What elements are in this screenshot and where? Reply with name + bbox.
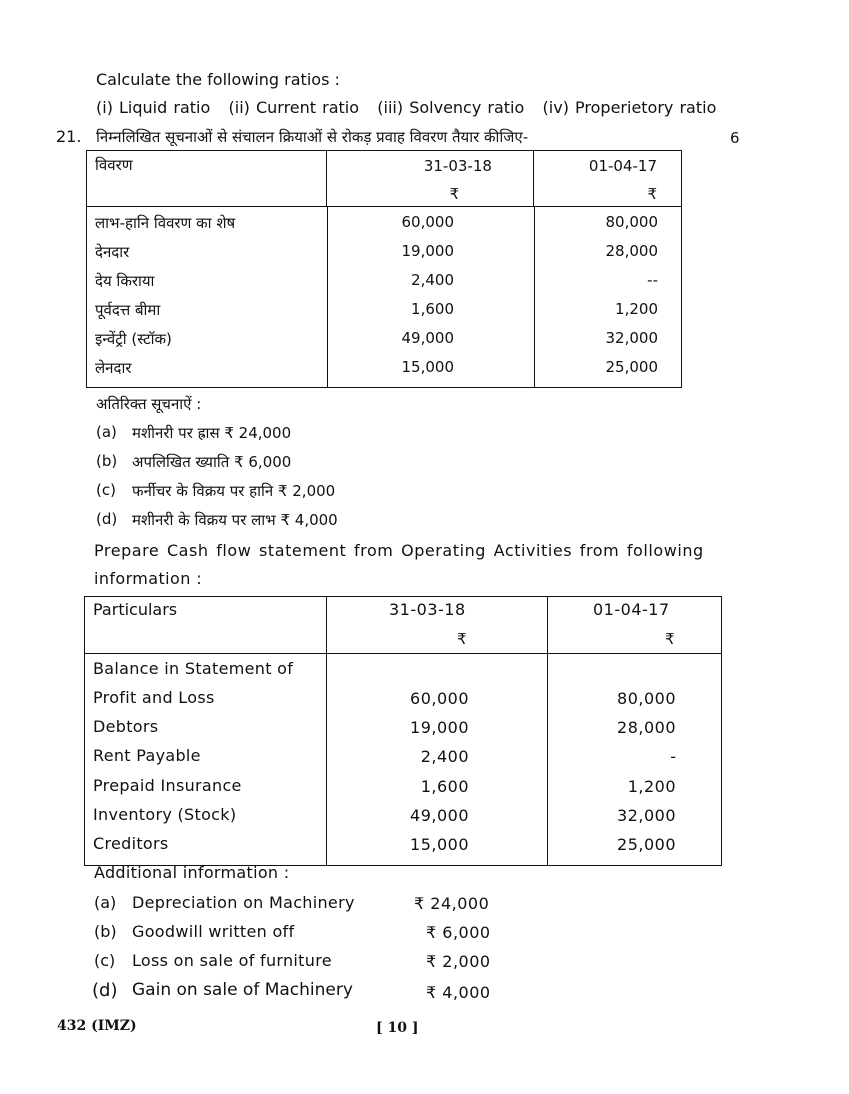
table-row: Creditors: [93, 834, 169, 853]
english-cell: 1,600: [420, 777, 469, 796]
table-row: Rent Payable: [93, 746, 201, 765]
english-header-col2: 01-04-17: [593, 600, 670, 619]
table-row: देनदार: [95, 243, 130, 261]
hindi-additional-label-b: (b): [96, 452, 118, 470]
hindi-data-table: [86, 150, 682, 388]
english-cell: -: [670, 747, 676, 766]
english-cell: 49,000: [410, 806, 469, 825]
ratios-prompt: Calculate the following ratios :: [96, 70, 340, 89]
english-cell: 25,000: [617, 835, 676, 854]
table-row: Inventory (Stock): [93, 805, 237, 824]
hindi-additional-item-b: अपलिखित ख्याति ₹ 6,000: [132, 453, 292, 471]
hindi-cell: 1,600: [411, 300, 454, 318]
english-data-table: [84, 596, 722, 866]
table-row: Debtors: [93, 717, 159, 736]
english-additional-amount-a: ₹ 24,000: [414, 894, 490, 913]
table-row: पूर्वदत्त बीमा: [95, 301, 161, 319]
ratios-list: (i) Liquid ratio (ii) Current ratio (iii) Solvency ratio (iv) Properietory ratio: [96, 98, 717, 117]
table-row: Profit and Loss: [93, 688, 215, 707]
english-additional-label-a: (a): [94, 893, 117, 912]
english-additional-label-d: (d): [92, 980, 118, 1001]
english-additional-amount-b: ₹ 6,000: [426, 923, 491, 942]
hindi-cell: 28,000: [605, 242, 658, 260]
hindi-additional-item-d: मशीनरी के विक्रय पर लाभ ₹ 4,000: [132, 511, 338, 529]
table-row: Prepaid Insurance: [93, 776, 242, 795]
english-question-line1: Prepare Cash flow statement from Operating Activities from following: [94, 541, 704, 560]
table-row: लाभ-हानि विवरण का शेष: [95, 214, 236, 232]
hindi-cell: --: [647, 271, 658, 289]
english-additional-amount-d: ₹ 4,000: [426, 983, 491, 1002]
hindi-cell: 15,000: [401, 358, 454, 376]
hindi-additional-title: अतिरिक्त सूचनाऐं :: [96, 395, 202, 413]
table-row: लेनदार: [95, 359, 132, 377]
hindi-cell: 49,000: [401, 329, 454, 347]
english-additional-item-c: Loss on sale of furniture: [132, 951, 332, 970]
english-additional-amount-c: ₹ 2,000: [426, 952, 491, 971]
english-currency-col1: ₹: [457, 630, 467, 648]
hindi-cell: 19,000: [401, 242, 454, 260]
table-row: इन्वेंट्री (स्टॉक): [95, 330, 172, 348]
hindi-additional-label-d: (d): [96, 510, 118, 528]
table-row: Balance in Statement of: [93, 659, 294, 678]
english-additional-label-c: (c): [94, 951, 116, 970]
hindi-cell: 1,200: [615, 300, 658, 318]
english-additional-title: Additional information :: [94, 863, 290, 882]
hindi-header-col2: 01-04-17 ₹: [588, 157, 657, 203]
hindi-cell: 2,400: [411, 271, 454, 289]
paper-code: 432 (IMZ): [57, 1018, 137, 1034]
english-cell: 1,200: [627, 777, 676, 796]
english-question-line2: information :: [94, 569, 203, 588]
hindi-cell: 60,000: [401, 213, 454, 231]
english-cell: 15,000: [410, 835, 469, 854]
hindi-header-particulars: विवरण: [87, 151, 327, 207]
english-additional-item-b: Goodwill written off: [132, 922, 295, 941]
english-cell: 19,000: [410, 718, 469, 737]
english-currency-col2: ₹: [665, 630, 675, 648]
hindi-additional-item-c: फर्नीचर के विक्रय पर हानि ₹ 2,000: [132, 482, 336, 500]
english-cell: 28,000: [617, 718, 676, 737]
hindi-additional-label-a: (a): [96, 423, 117, 441]
question-number: 21.: [56, 127, 82, 146]
hindi-cell: 32,000: [605, 329, 658, 347]
english-header-col1: 31-03-18: [389, 600, 466, 619]
hindi-additional-item-a: मशीनरी पर ह्रास ₹ 24,000: [132, 424, 292, 442]
english-additional-item-a: Depreciation on Machinery: [132, 893, 355, 912]
hindi-header-col1: 31-03-18 ₹: [326, 151, 534, 207]
question-hindi-text: निम्नलिखित सूचनाओं से संचालन क्रियाओं से रोकड़ प्रवाह विवरण तैयार कीजिए-: [96, 128, 529, 146]
table-row: देय किराया: [95, 272, 155, 290]
hindi-cell: 80,000: [605, 213, 658, 231]
english-cell: 80,000: [617, 689, 676, 708]
english-cell: 2,400: [420, 747, 469, 766]
english-additional-label-b: (b): [94, 922, 117, 941]
english-cell: 32,000: [617, 806, 676, 825]
hindi-cell: 25,000: [605, 358, 658, 376]
question-marks: 6: [730, 129, 740, 147]
english-additional-item-d: Gain on sale of Machinery: [132, 980, 353, 1000]
english-cell: 60,000: [410, 689, 469, 708]
page-number: [ 10 ]: [376, 1020, 419, 1036]
english-header-particulars: Particulars: [93, 600, 178, 619]
hindi-additional-label-c: (c): [96, 481, 116, 499]
